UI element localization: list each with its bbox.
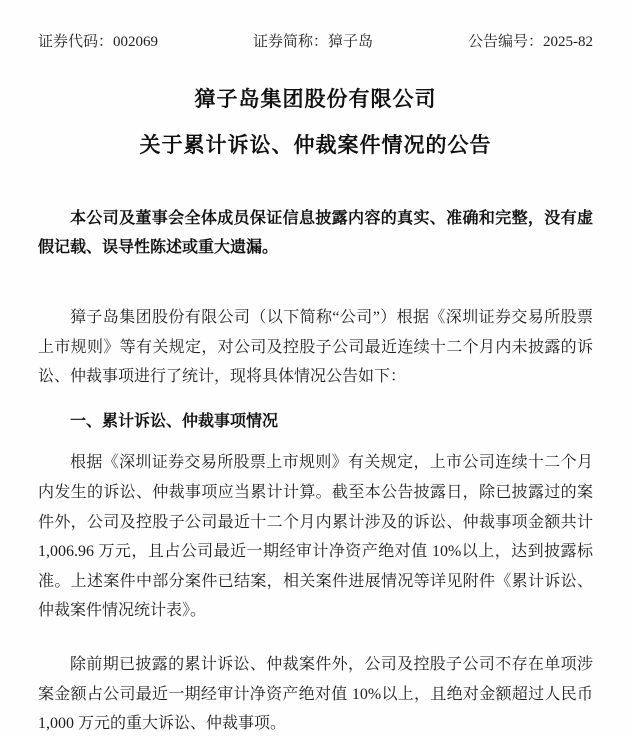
announcement-number-label: 公告编号： — [467, 34, 543, 50]
document-header — [38, 30, 593, 51]
announcement-number — [468, 30, 593, 51]
section1-heading: 一、累计诉讼、仲裁事项情况 — [70, 412, 279, 430]
stock-code — [38, 30, 158, 51]
section1-paragraph2: 除前期已披露的累计诉讼、仲裁案件外，公司及控股子公司不存在单项涉案金额占公司最近一期经审计净资产绝对值 10%以上，且绝对金额超过人民币 1,000 万元的重大诉讼、仲裁事项。 — [38, 655, 593, 733]
board-assurance-statement: 本公司及董事会全体成员保证信息披露内容的真实、准确和完整，没有虚假记载、误导性陈述或重大遗漏。 — [38, 209, 593, 257]
section1-paragraph1: 根据《深圳证券交易所股票上市规则》有关规定，上市公司连续十二个月内发生的诉讼、仲裁事项应当累计计算。截至本公告披露日，除已披露过的案件外，公司及控股子公司最近十二个月内累计涉及的诉讼、仲裁事项金额共计 1,006.96 万元，且占公司最近一期经审计净资产绝对值 10%以上，达到披露标准。上述案件中部分案件已结案，相关案件进展情况等详见附件《累计诉讼、仲裁案件情况统计表》。 — [38, 454, 593, 620]
announcement-number-value: 2025-82 — [543, 34, 593, 50]
intro-paragraph: 獐子岛集团股份有限公司（以下简称“公司”）根据《深圳证券交易所股票上市规则》等有关规定，对公司及控股子公司最近连续十二个月内未披露的诉讼、仲裁事项进行了统计，现将具体情况公告如下： — [38, 308, 593, 386]
stock-name — [253, 30, 373, 51]
company-name-title: 獐子岛集团股份有限公司 — [194, 87, 437, 111]
stock-name-value: 獐子岛 — [328, 34, 374, 50]
stock-name-label: 证券简称： — [252, 34, 328, 50]
stock-code-value: 002069 — [113, 34, 159, 50]
announcement-title: 关于累计诉讼、仲裁案件情况的公告 — [139, 133, 492, 158]
stock-code-label: 证券代码： — [38, 34, 114, 50]
